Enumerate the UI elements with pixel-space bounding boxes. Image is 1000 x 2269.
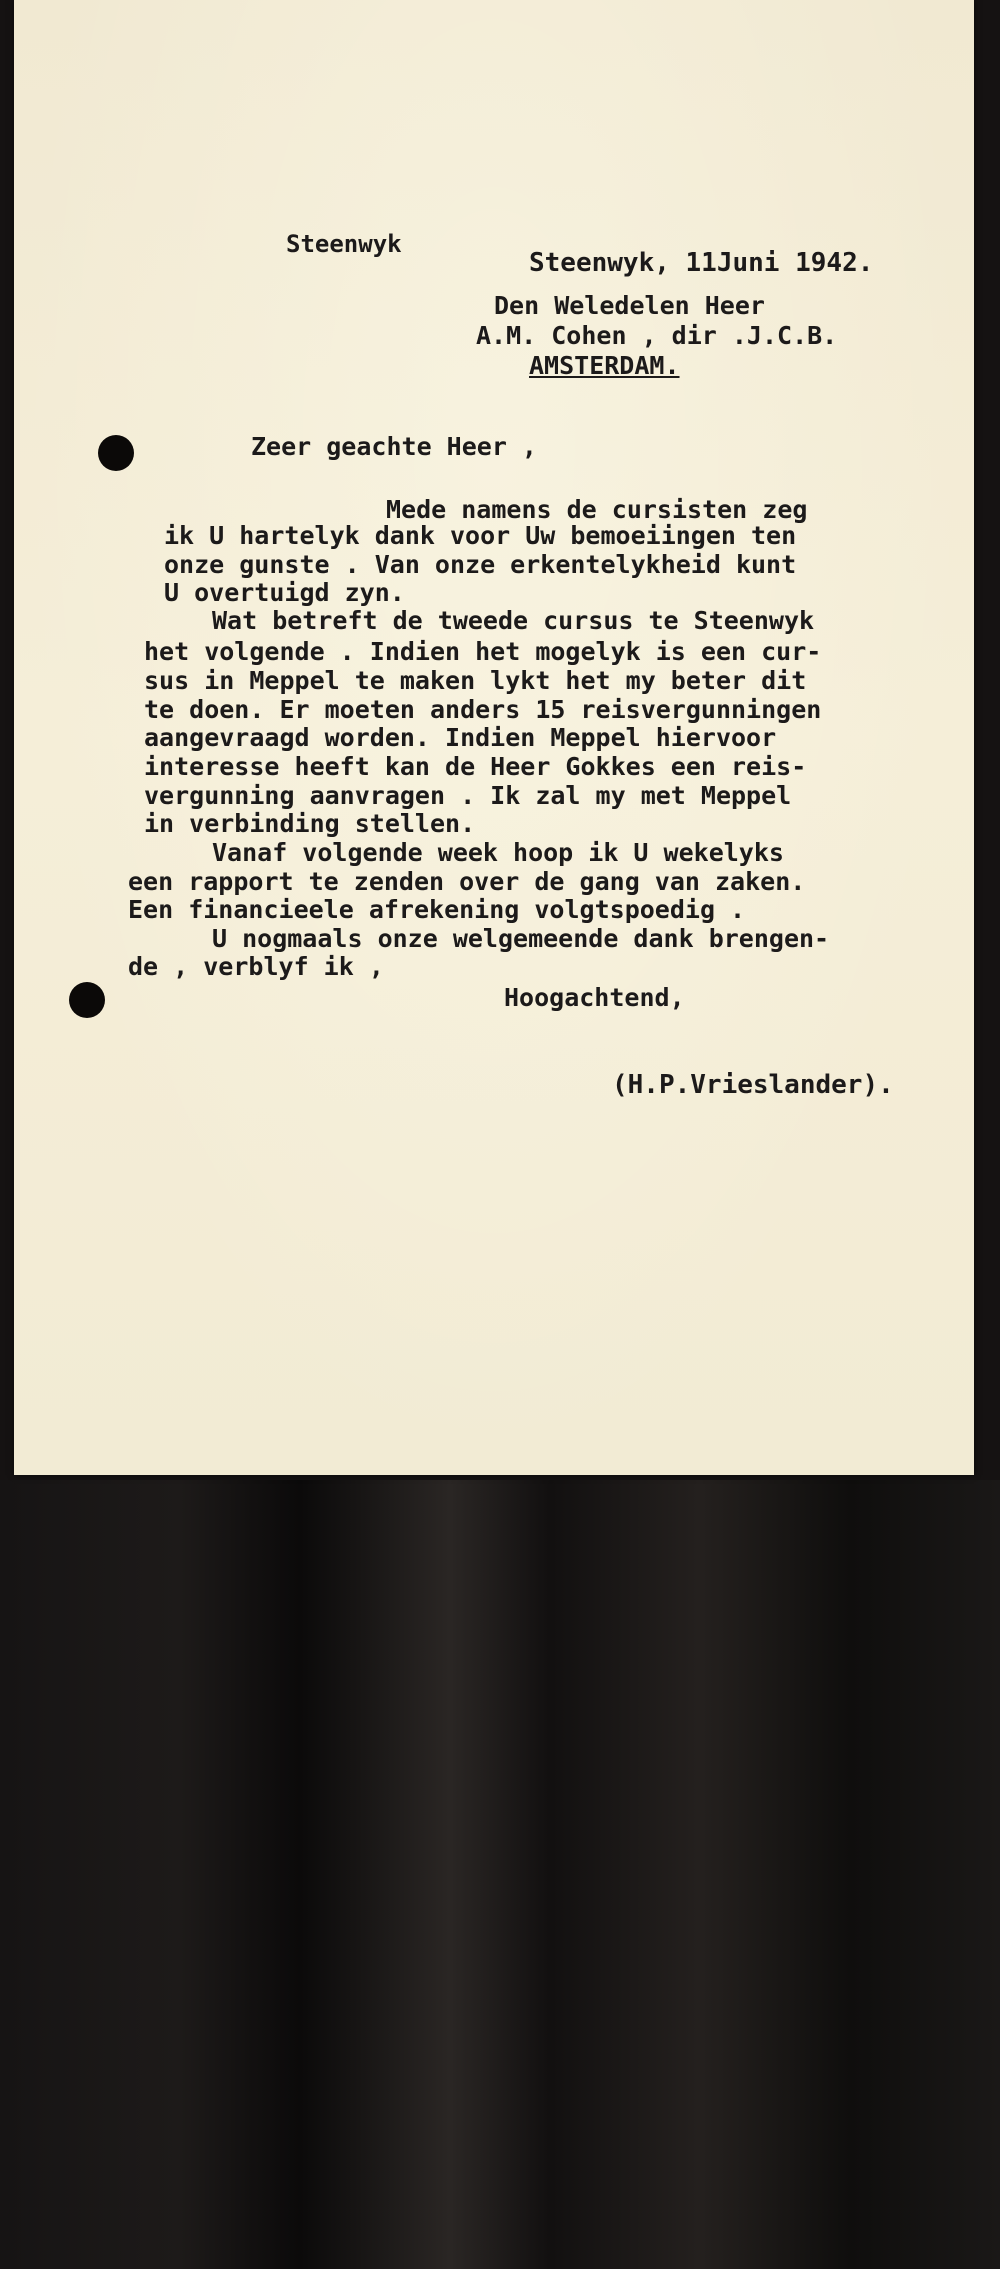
addressee-line: A.M. Cohen , dir .J.C.B. (476, 321, 838, 350)
place-header: Steenwyk (286, 230, 402, 258)
body-line: Vanaf volgende week hoop ik U wekelyks (212, 838, 784, 867)
body-line: sus in Meppel te maken lykt het my beter dit (144, 666, 807, 695)
signature: (H.P.Vrieslander). (612, 1070, 894, 1100)
date-line: Steenwyk, 11Juni 1942. (529, 248, 874, 278)
punch-hole (98, 435, 134, 471)
body-line: het volgende . Indien het mogelyk is een cur- (144, 637, 822, 666)
body-line: ik U hartelyk dank voor Uw bemoeiingen ten (164, 521, 797, 550)
body-line: te doen. Er moeten anders 15 reisvergunningen (144, 695, 822, 724)
body-line: interesse heeft kan de Heer Gokkes een reis- (144, 752, 807, 781)
body-line: Wat betreft de tweede cursus te Steenwyk (212, 606, 815, 635)
body-line: U overtuigd zyn. (164, 578, 405, 607)
letter-page (14, 0, 974, 1475)
body-line: onze gunste . Van onze erkentelykheid kunt (164, 550, 797, 579)
addressee-line: Den Weledelen Heer (494, 291, 765, 320)
body-line: de , verblyf ik , (128, 952, 384, 981)
closing: Hoogachtend, (504, 983, 685, 1012)
punch-hole (69, 982, 105, 1018)
addressee-city: AMSTERDAM. (529, 351, 680, 380)
body-line: U nogmaals onze welgemeende dank brengen- (212, 924, 830, 953)
body-line: aangevraagd worden. Indien Meppel hiervoor (144, 723, 777, 752)
body-line: een rapport te zenden over de gang van zaken. (128, 867, 806, 896)
body-line: vergunning aanvragen . Ik zal my met Meppel (144, 781, 792, 810)
salutation: Zeer geachte Heer , (251, 432, 537, 461)
body-line: Een financieele afrekening volgtspoedig . (128, 895, 746, 924)
body-line: in verbinding stellen. (144, 809, 476, 838)
body-line: Mede namens de cursisten zeg (386, 495, 808, 524)
